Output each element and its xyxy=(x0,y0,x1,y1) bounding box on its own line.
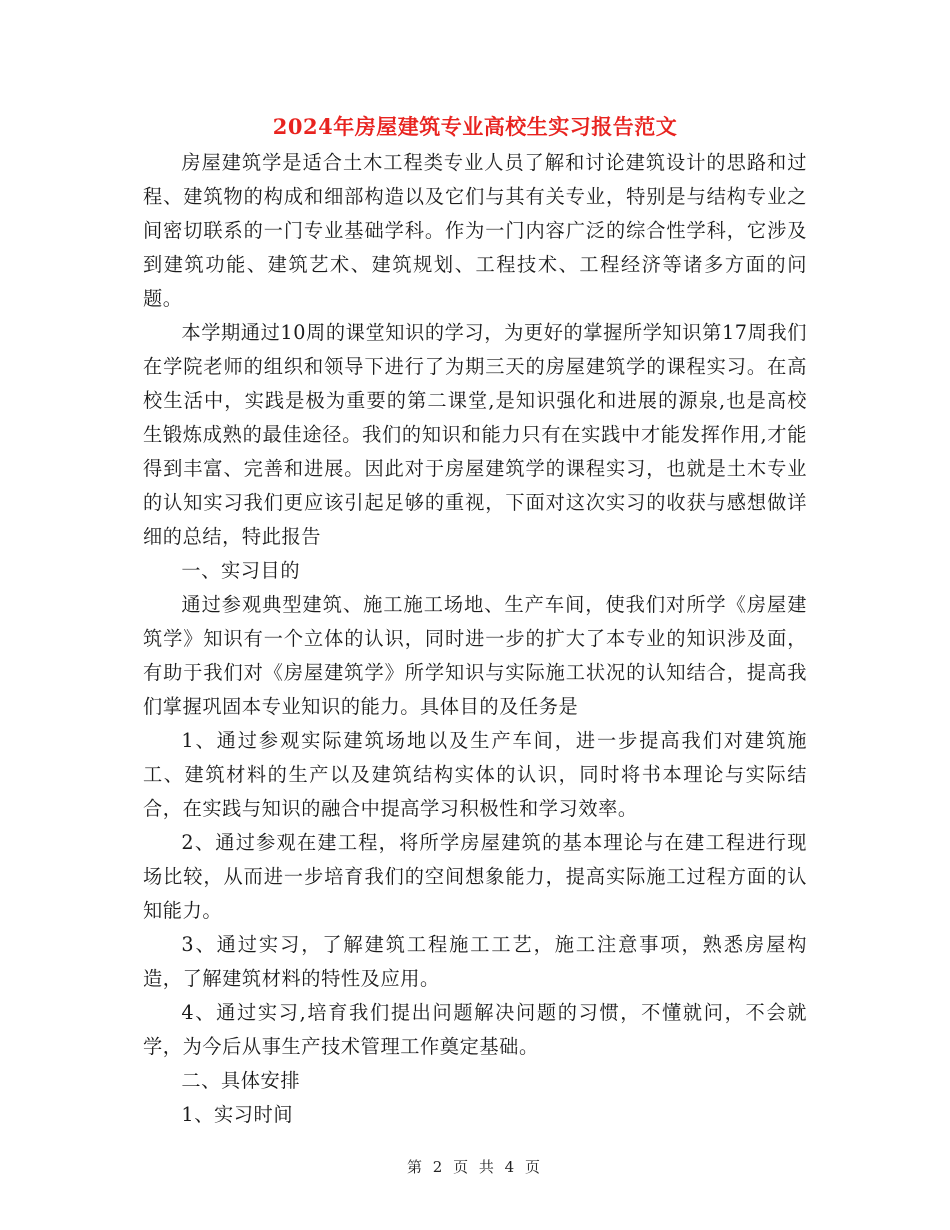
section-heading-arrangement: 二、具体安排 xyxy=(181,1069,301,1092)
list-item-purpose-2: 2、通过参观在建工程，将所学房屋建筑的基本理论与在建工程进行现场比较，从而进一步培育我们的空间想象能力，提高实际施工过程方面的认知能力。 xyxy=(143,831,807,922)
subheading-internship-time: 1、实习时间 xyxy=(181,1103,294,1126)
list-item-purpose-3: 3、通过实习，了解建筑工程施工工艺，施工注意事项，熟悉房屋构造，了解建筑材料的特性及应用。 xyxy=(143,933,807,990)
page-number-footer: 第 2 页 共 4 页 xyxy=(407,1158,543,1176)
document-body xyxy=(143,146,807,1132)
paragraph-background: 本学期通过10周的课堂知识的学习，为更好的掌握所学知识第17周我们在学院老师的组织和领导下进行了为期三天的房屋建筑学的课程实习。在高校生活中，实践是极为重要的第二课堂,是知识强化和进展的源泉,也是高校生锻炼成熟的最佳途径。我们的知识和能力只有在实践中才能发挥作用,才能得到丰富、完善和进展。因此对于房屋建筑学的课程实习，也就是土木专业的认知实习我们更应该引起足够的重视，下面对这次实习的收获与感想做详细的总结，特此报告 xyxy=(143,321,807,548)
paragraph-intro: 房屋建筑学是适合土木工程类专业人员了解和讨论建筑设计的思路和过程、建筑物的构成和细部构造以及它们与其有关专业，特别是与结构专业之间密切联系的一门专业基础学科。作为一门内容广泛的综合性学科，它涉及到建筑功能、建筑艺术、建筑规划、工程技术、工程经济等诸多方面的问题。 xyxy=(143,151,807,310)
list-item-purpose-4: 4、通过实习,培育我们提出问题解决问题的习惯，不懂就问，不会就学，为今后从事生产技术管理工作奠定基础。 xyxy=(143,1001,807,1058)
section-heading-purpose: 一、实习目的 xyxy=(181,559,301,582)
paragraph-purpose: 通过参观典型建筑、施工施工场地、生产车间，使我们对所学《房屋建筑学》知识有一个立体的认识，同时进一步的扩大了本专业的知识涉及面，有助于我们对《房屋建筑学》所学知识与实际施工状况的认知结合，提高我们掌握巩固本专业知识的能力。具体目的及任务是 xyxy=(143,593,807,718)
list-item-purpose-1: 1、通过参观实际建筑场地以及生产车间，进一步提高我们对建筑施工、建筑材料的生产以及建筑结构实体的认识，同时将书本理论与实际结合，在实践与知识的融合中提高学习积极性和学习效率。 xyxy=(143,729,807,820)
document-title: 2024年房屋建筑专业高校生实习报告范文 xyxy=(272,114,678,139)
